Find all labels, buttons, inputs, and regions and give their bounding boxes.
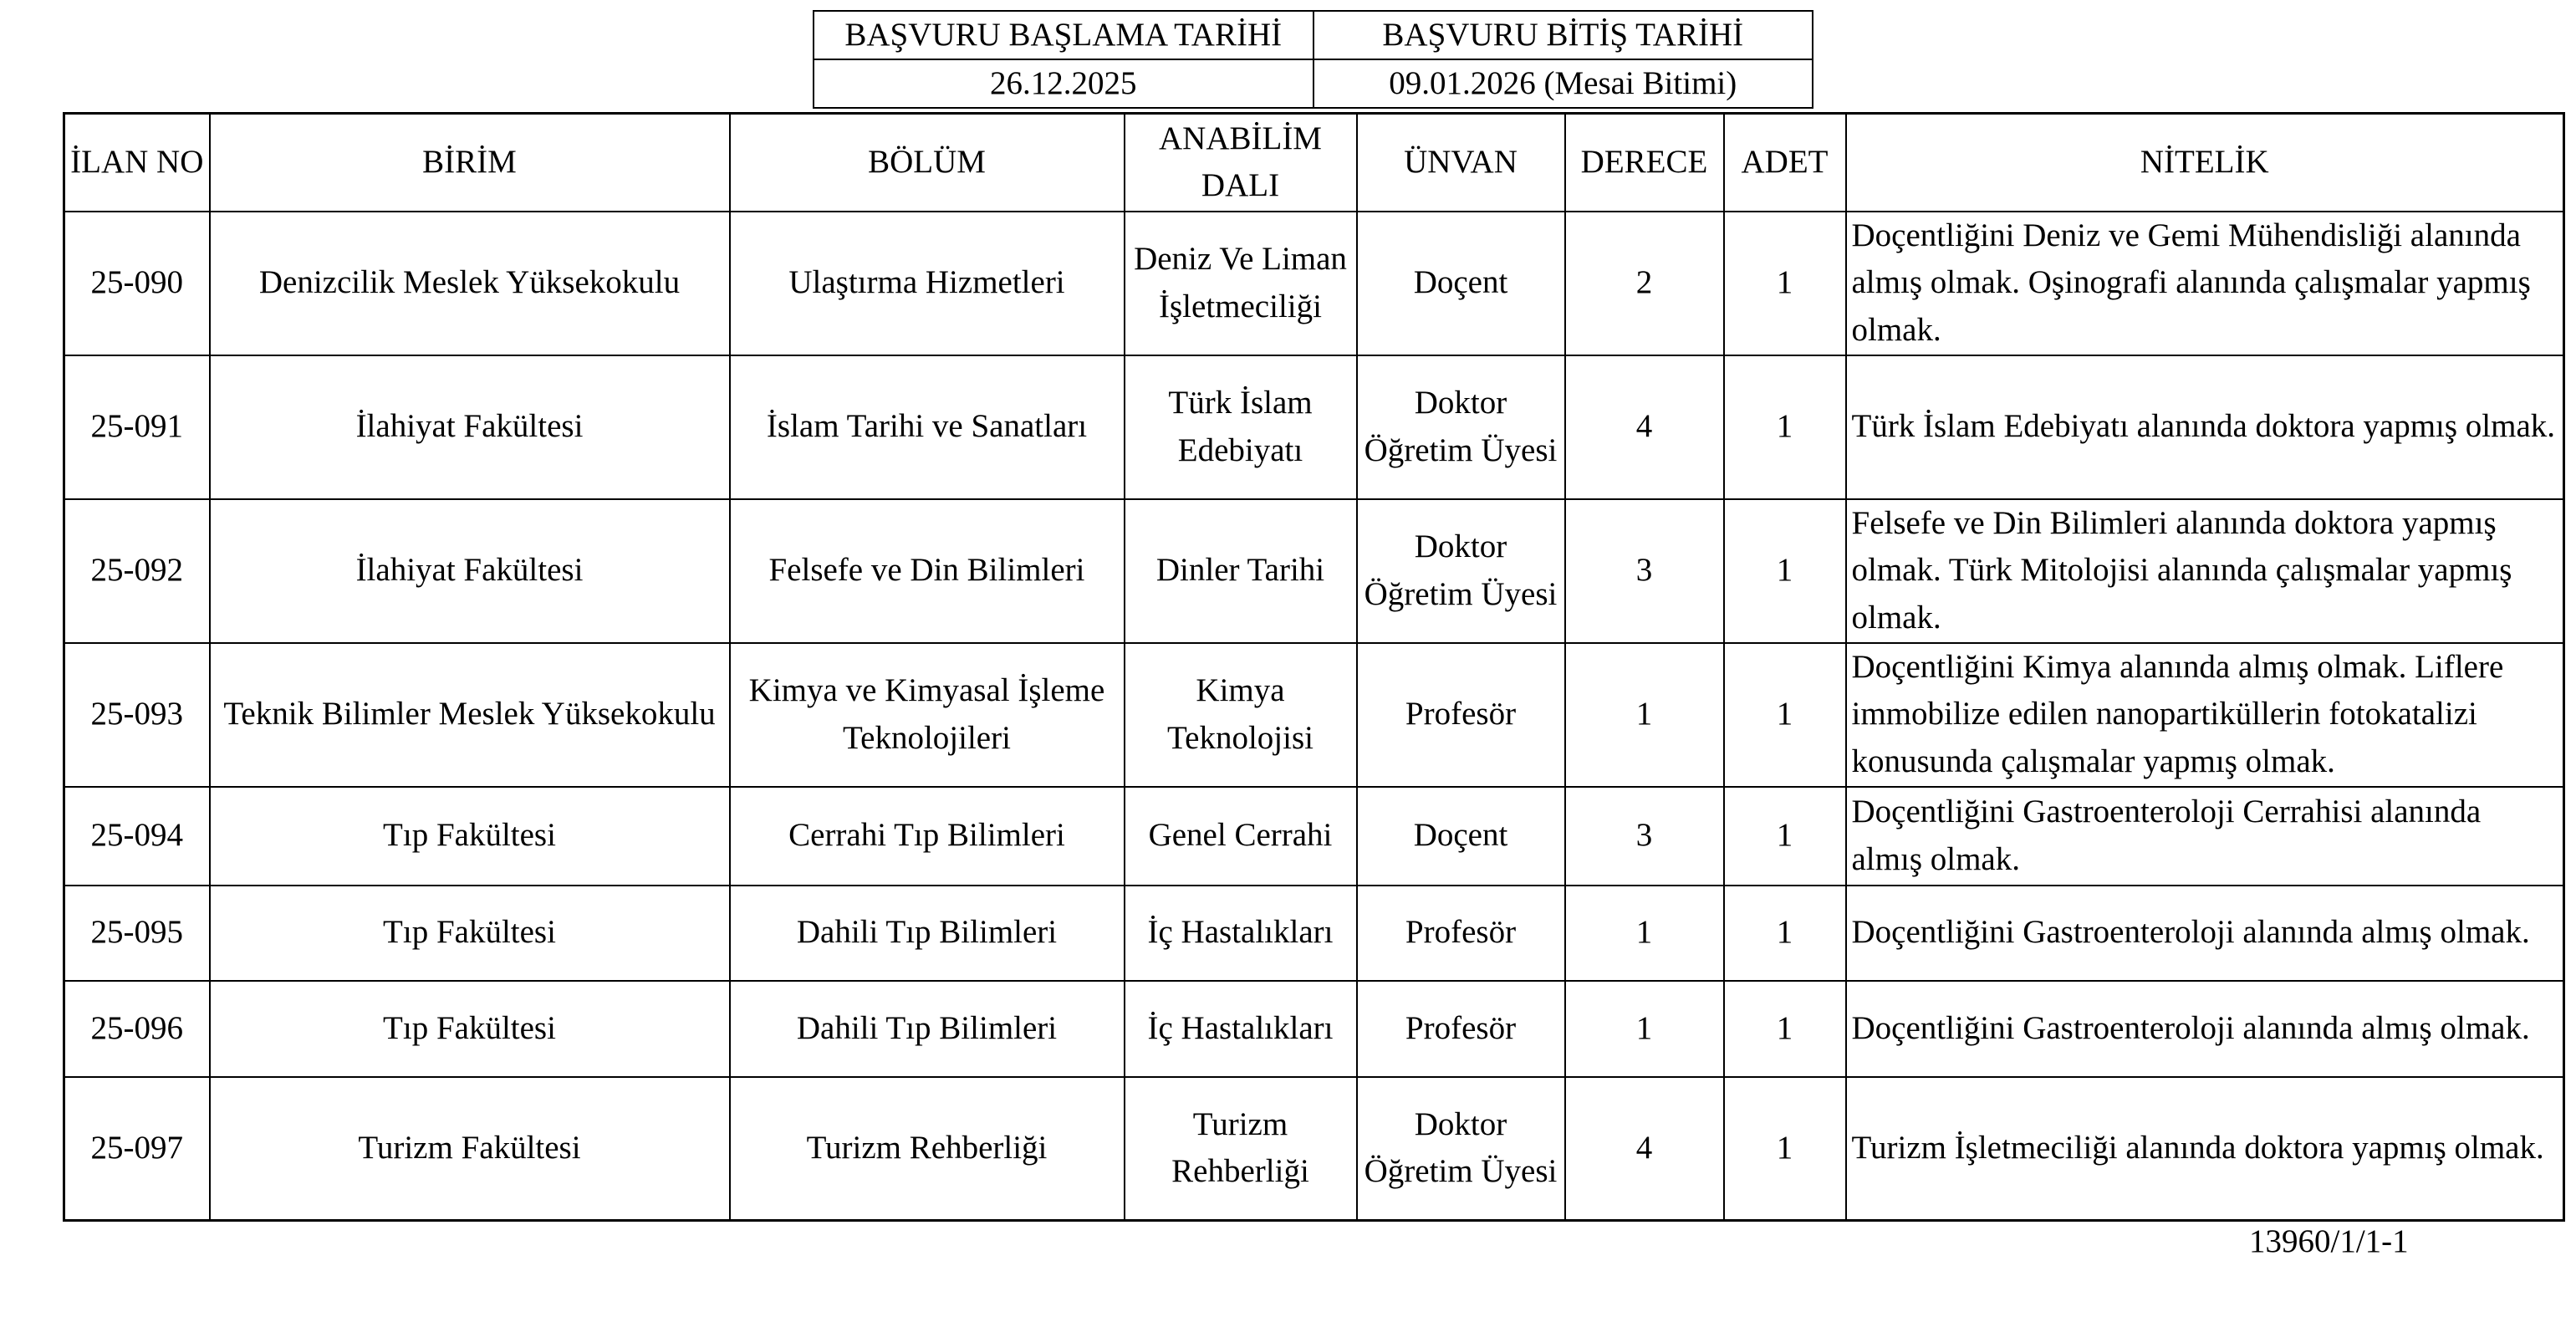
header-ilan-no: İLAN NO [64,114,210,212]
cell-derece: 1 [1565,886,1724,981]
cell-unvan: Doçent [1357,212,1565,355]
cell-anabilim-dali: Genel Cerrahi [1125,787,1357,886]
cell-nitelik: Doçentliğini Gastroenteroloji alanında almış olmak. [1846,981,2564,1077]
cell-ilan-no: 25-095 [64,886,210,981]
cell-nitelik: Felsefe ve Din Bilimleri alanında doktora yapmış olmak. Türk Mitolojisi alanında çalışmalar yapmış olmak. [1846,499,2564,643]
cell-anabilim-dali: Kimya Teknolojisi [1125,643,1357,787]
cell-derece: 1 [1565,981,1724,1077]
cell-ilan-no: 25-097 [64,1077,210,1221]
cell-derece: 4 [1565,1077,1724,1221]
cell-anabilim-dali: İç Hastalıkları [1125,981,1357,1077]
header-birim: BİRİM [210,114,730,212]
cell-anabilim-dali: İç Hastalıkları [1125,886,1357,981]
cell-unvan: Profesör [1357,981,1565,1077]
cell-derece: 2 [1565,212,1724,355]
table-row [64,643,2564,787]
cell-ilan-no: 25-093 [64,643,210,787]
cell-birim: Tıp Fakültesi [210,981,730,1077]
cell-bolum: Felsefe ve Din Bilimleri [730,499,1125,643]
cell-derece: 4 [1565,355,1724,499]
cell-birim: Denizcilik Meslek Yüksekokulu [210,212,730,355]
cell-derece: 3 [1565,787,1724,886]
start-date-header: BAŞVURU BAŞLAMA TARİHİ [814,11,1314,59]
cell-adet: 1 [1724,787,1846,886]
cell-unvan: Profesör [1357,643,1565,787]
cell-birim: İlahiyat Fakültesi [210,355,730,499]
header-adet: ADET [1724,114,1846,212]
cell-bolum: İslam Tarihi ve Sanatları [730,355,1125,499]
cell-birim: Tıp Fakültesi [210,886,730,981]
positions-table [63,112,2565,1222]
cell-unvan: Doçent [1357,787,1565,886]
cell-nitelik: Doçentliğini Deniz ve Gemi Mühendisliği alanında almış olmak. Oşinografi alanında çalışmalar yapmış olmak. [1846,212,2564,355]
header-nitelik: NİTELİK [1846,114,2564,212]
cell-anabilim-dali: Türk İslam Edebiyatı [1125,355,1357,499]
header-bolum: BÖLÜM [730,114,1125,212]
table-row [64,981,2564,1077]
table-row [64,1077,2564,1221]
start-date: 26.12.2025 [814,59,1314,108]
cell-anabilim-dali: Turizm Rehberliği [1125,1077,1357,1221]
cell-bolum: Kimya ve Kimyasal İşleme Teknolojileri [730,643,1125,787]
cell-unvan: Profesör [1357,886,1565,981]
cell-unvan: Doktor Öğretim Üyesi [1357,355,1565,499]
cell-nitelik: Doçentliğini Gastroenteroloji Cerrahisi alanında almış olmak. [1846,787,2564,886]
header-anabilim-dali: ANABİLİM DALI [1125,114,1357,212]
table-row [64,212,2564,355]
cell-nitelik: Türk İslam Edebiyatı alanında doktora yapmış olmak. [1846,355,2564,499]
cell-birim: Turizm Fakültesi [210,1077,730,1221]
application-dates-table [813,10,1813,109]
cell-derece: 1 [1565,643,1724,787]
cell-anabilim-dali: Dinler Tarihi [1125,499,1357,643]
cell-ilan-no: 25-092 [64,499,210,643]
cell-adet: 1 [1724,355,1846,499]
cell-adet: 1 [1724,981,1846,1077]
cell-adet: 1 [1724,886,1846,981]
cell-derece: 3 [1565,499,1724,643]
cell-birim: Teknik Bilimler Meslek Yüksekokulu [210,643,730,787]
cell-anabilim-dali: Deniz Ve Liman İşletmeciliği [1125,212,1357,355]
end-date-header: BAŞVURU BİTİŞ TARİHİ [1314,11,1813,59]
cell-ilan-no: 25-096 [64,981,210,1077]
cell-adet: 1 [1724,212,1846,355]
cell-adet: 1 [1724,499,1846,643]
table-row [64,886,2564,981]
end-date: 09.01.2026 (Mesai Bitimi) [1314,59,1813,108]
table-row [64,499,2564,643]
cell-birim: İlahiyat Fakültesi [210,499,730,643]
cell-ilan-no: 25-094 [64,787,210,886]
cell-bolum: Turizm Rehberliği [730,1077,1125,1221]
cell-adet: 1 [1724,643,1846,787]
cell-ilan-no: 25-090 [64,212,210,355]
cell-bolum: Ulaştırma Hizmetleri [730,212,1125,355]
document-number: 13960/1/1-1 [2249,1223,2409,1259]
cell-birim: Tıp Fakültesi [210,787,730,886]
cell-bolum: Dahili Tıp Bilimleri [730,981,1125,1077]
cell-bolum: Cerrahi Tıp Bilimleri [730,787,1125,886]
cell-unvan: Doktor Öğretim Üyesi [1357,499,1565,643]
table-row [64,355,2564,499]
cell-nitelik: Turizm İşletmeciliği alanında doktora yapmış olmak. [1846,1077,2564,1221]
cell-adet: 1 [1724,1077,1846,1221]
header-unvan: ÜNVAN [1357,114,1565,212]
cell-ilan-no: 25-091 [64,355,210,499]
cell-nitelik: Doçentliğini Kimya alanında almış olmak. Liflere immobilize edilen nanopartiküllerin fotokatalizi konusunda çalışmalar yapmış olmak. [1846,643,2564,787]
cell-nitelik: Doçentliğini Gastroenteroloji alanında almış olmak. [1846,886,2564,981]
header-derece: DERECE [1565,114,1724,212]
cell-unvan: Doktor Öğretim Üyesi [1357,1077,1565,1221]
cell-bolum: Dahili Tıp Bilimleri [730,886,1125,981]
table-row [64,787,2564,886]
